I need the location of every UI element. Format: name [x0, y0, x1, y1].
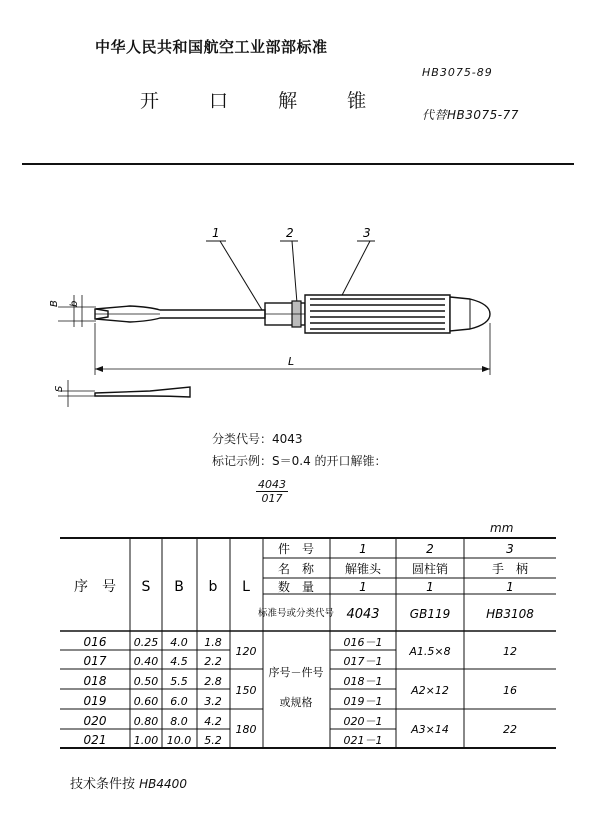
row-B: 4.0: [170, 636, 188, 649]
row-seq: 020: [83, 714, 107, 728]
pin-value: A3×14: [411, 723, 449, 736]
fraction-numerator: 4043: [258, 478, 286, 491]
row-part: 020－1: [343, 715, 383, 728]
callout-2: 2: [286, 226, 294, 240]
dim-S-label: S: [54, 385, 65, 392]
standard-organization: 中华人民共和国航空工业部部标准: [95, 38, 328, 56]
part-no-2: 2: [426, 542, 434, 556]
header-name: 名 称: [277, 562, 315, 576]
part-qty-2: 1: [426, 580, 434, 594]
row-b: 2.2: [204, 655, 222, 668]
seq-label-line2: 或规格: [279, 696, 313, 709]
technical-conditions: [70, 773, 187, 792]
row-b: 4.2: [204, 715, 222, 728]
row-part: 019－1: [343, 695, 383, 708]
part-name-3: 手 柄: [491, 562, 529, 576]
row-B: 10.0: [166, 734, 192, 747]
part-std-2: GB119: [409, 607, 451, 621]
row-S: 0.40: [133, 655, 159, 668]
dim-L-label: L: [288, 355, 295, 368]
header-S: S: [141, 579, 151, 595]
document-title: 开 口 解 锥: [140, 90, 389, 112]
header-B: B: [174, 579, 184, 595]
row-S: 1.00: [133, 734, 159, 747]
part-qty-3: 1: [506, 580, 514, 594]
row-b: 5.2: [204, 734, 222, 747]
L-value: 180: [235, 723, 257, 736]
row-B: 5.5: [170, 675, 188, 688]
row-b: 3.2: [204, 695, 222, 708]
dim-B-label: B: [49, 300, 60, 307]
row-B: 6.0: [170, 695, 188, 708]
replaces-standard: 代替HB3075-77: [422, 108, 519, 122]
unit-label: mm: [490, 521, 514, 535]
header-b: b: [208, 579, 218, 595]
row-part: 021－1: [343, 734, 383, 747]
row-part: 016－1: [343, 636, 383, 649]
dim-b-label: b: [69, 300, 80, 307]
header-std: 标准号或分类代号: [257, 608, 335, 619]
row-b: 1.8: [204, 636, 222, 649]
header-L: L: [242, 579, 250, 595]
pin-value: A1.5×8: [409, 645, 451, 658]
handle-value: 12: [503, 645, 517, 658]
callout-1: 1: [212, 226, 220, 240]
part-std-1: 4043: [346, 607, 380, 622]
part-no-3: 3: [506, 542, 514, 556]
row-S: 0.60: [133, 695, 159, 708]
header-qty: 数 量: [277, 580, 315, 594]
row-B: 4.5: [170, 655, 188, 668]
tech-ref: HB4400: [139, 777, 187, 791]
screwdriver-drawing: [30, 215, 510, 425]
handle-value: 16: [503, 684, 517, 697]
row-S: 0.50: [133, 675, 159, 688]
row-seq: 017: [83, 654, 107, 668]
row-S: 0.80: [133, 715, 159, 728]
part-no-1: 1: [359, 542, 367, 556]
part-name-2: 圆柱销: [411, 562, 449, 576]
part-std-3: HB3108: [486, 607, 534, 621]
row-S: 0.25: [133, 636, 159, 649]
classification-code: 分类代号：4043: [212, 432, 303, 446]
handle-value: 22: [503, 723, 517, 736]
fraction-denominator: 017: [261, 492, 283, 505]
marking-fraction: [256, 478, 288, 505]
row-b: 2.8: [204, 675, 222, 688]
row-B: 8.0: [170, 715, 188, 728]
header-divider: [22, 163, 574, 165]
standard-number: HB3075-89: [422, 66, 493, 79]
header-part-no: 件 号: [277, 542, 315, 556]
pin-value: A2×12: [411, 684, 449, 697]
row-seq: 016: [83, 635, 107, 649]
row-part: 018－1: [343, 675, 383, 688]
part-name-1: 解锥头: [344, 562, 382, 576]
L-value: 150: [235, 684, 257, 697]
seq-label-line1: 序号－件号: [268, 666, 324, 679]
specification-table: [60, 536, 560, 758]
part-qty-1: 1: [359, 580, 367, 594]
tech-label: 技术条件按: [70, 777, 136, 792]
row-seq: 018: [83, 674, 107, 688]
L-value: 120: [235, 645, 257, 658]
callout-3: 3: [363, 226, 371, 240]
row-seq: 019: [83, 694, 107, 708]
row-seq: 021: [83, 733, 107, 747]
marking-example: 标记示例：S＝0.4 的开口解锥：: [212, 454, 387, 468]
row-part: 017－1: [343, 655, 383, 668]
header-seq: 序 号: [74, 579, 116, 595]
